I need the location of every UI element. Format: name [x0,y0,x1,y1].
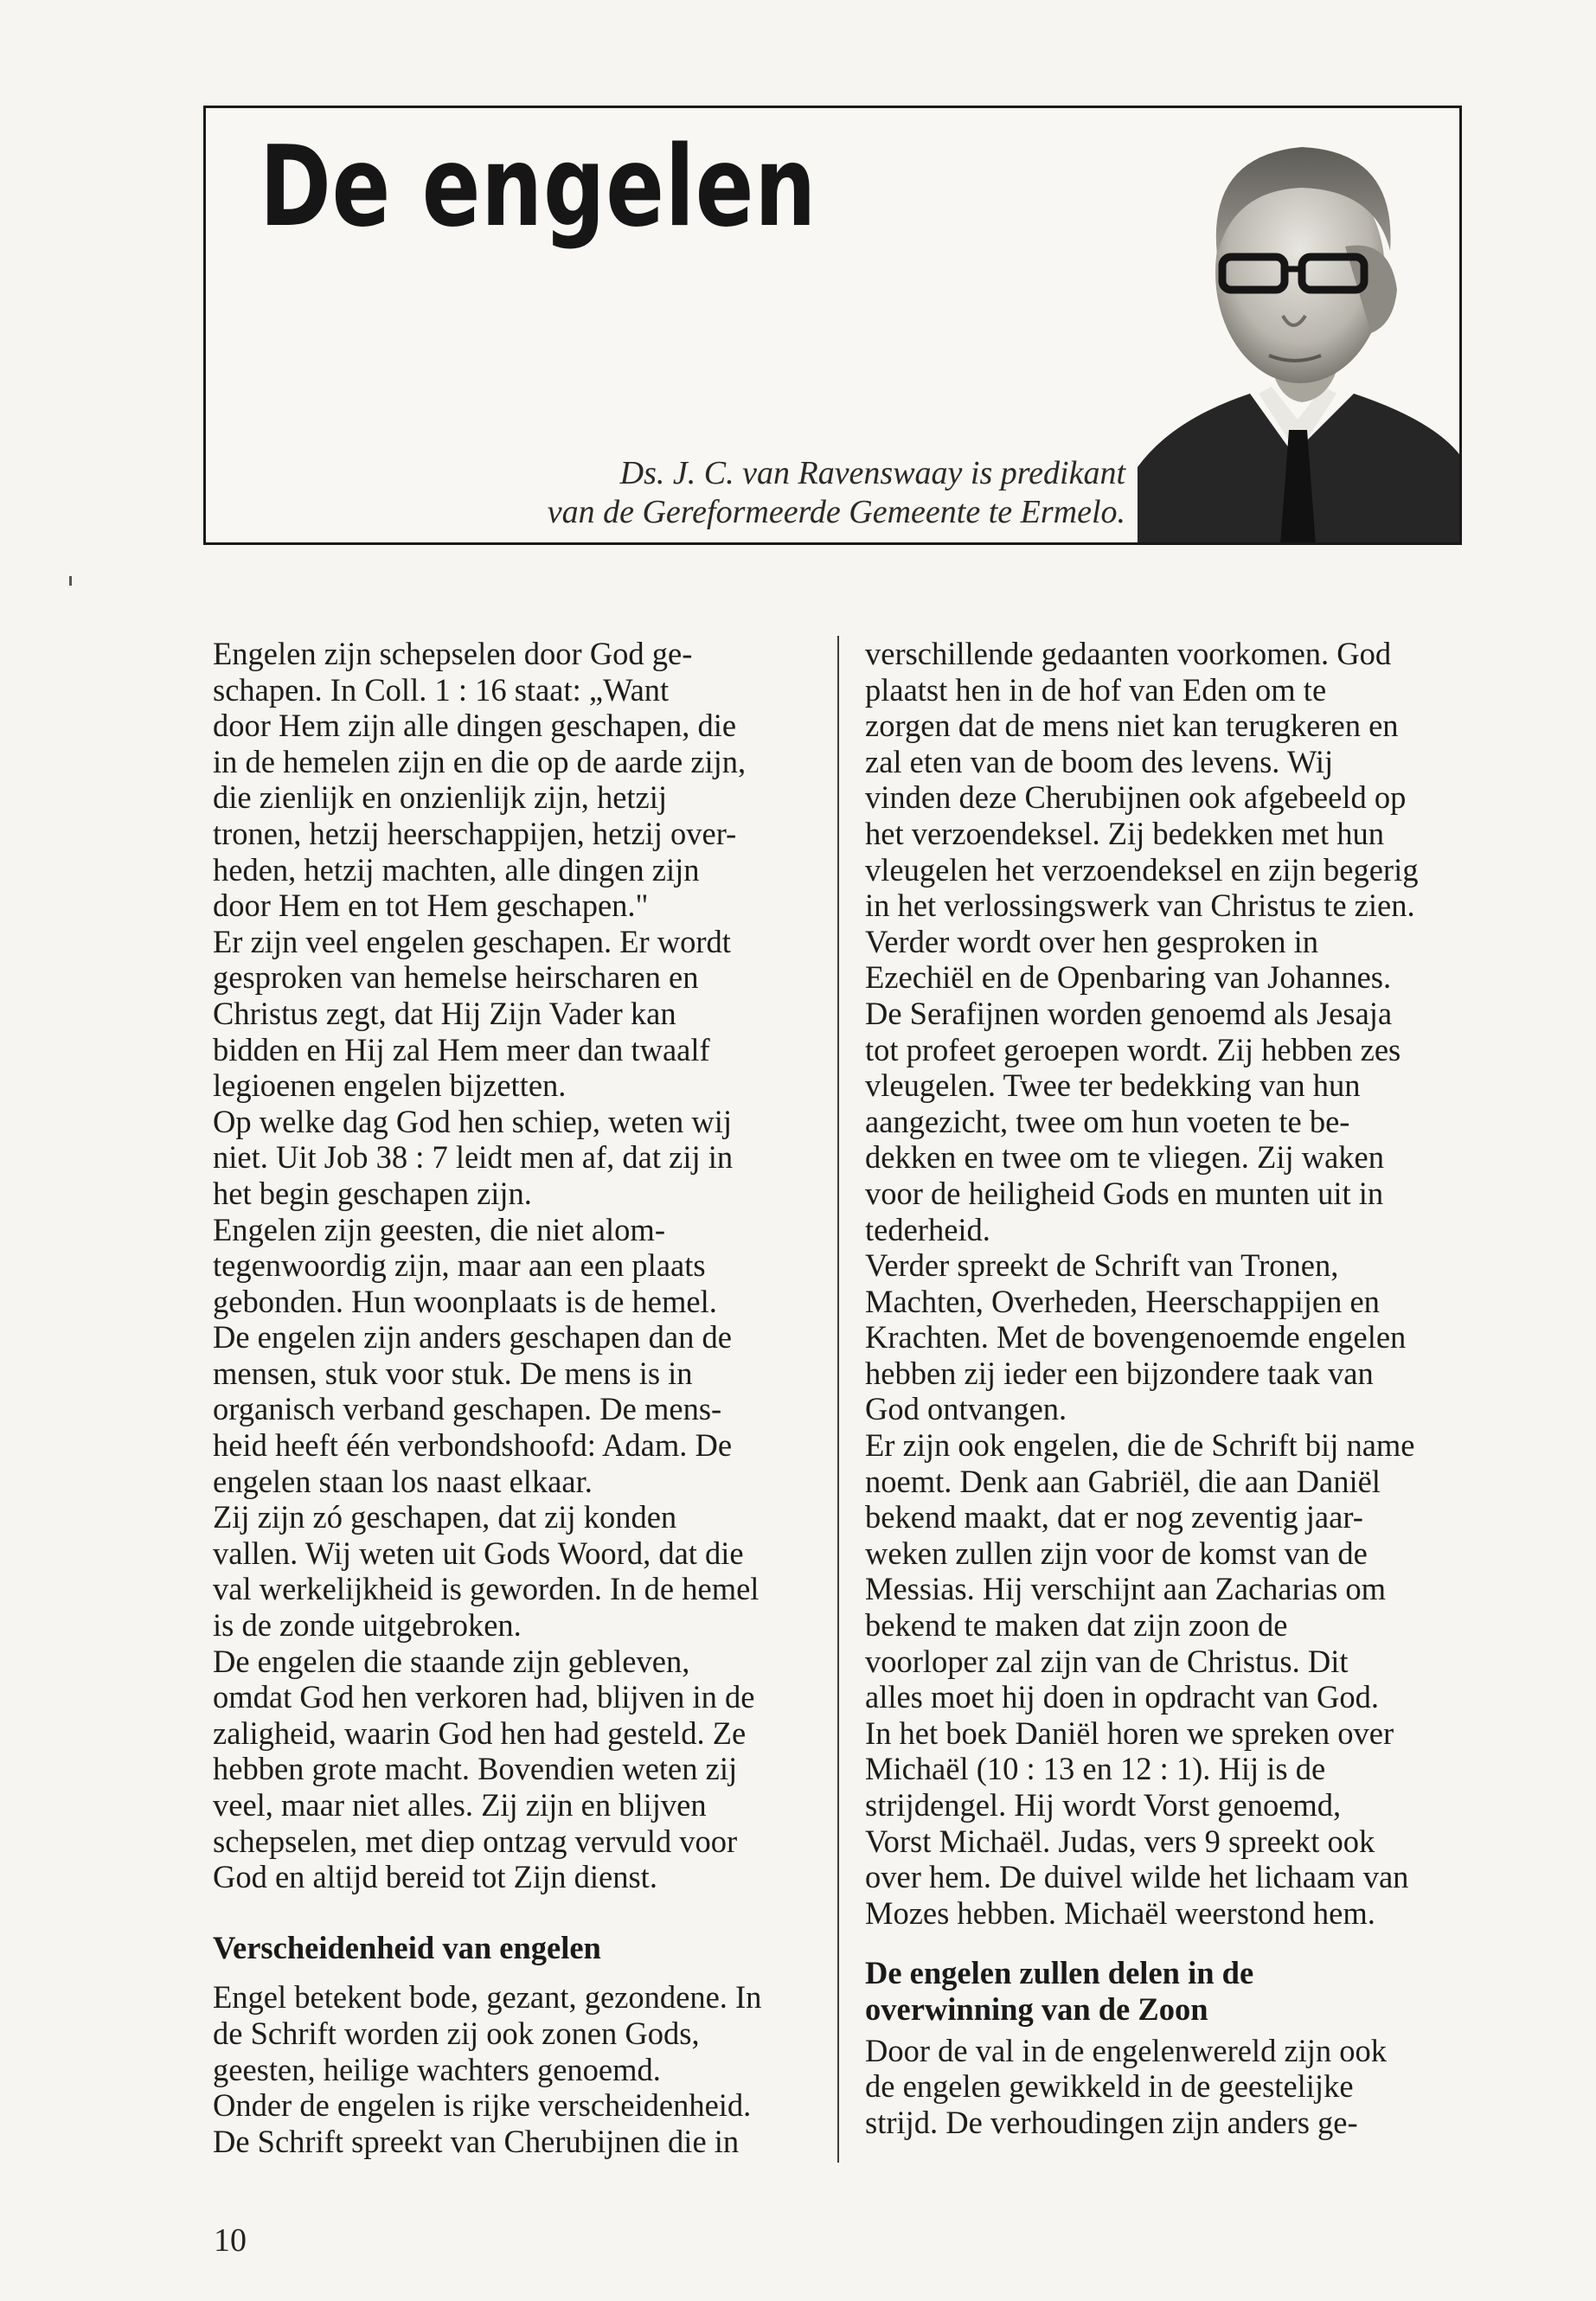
text-line: vleugelen het verzoendeksel en zijn begerig [865,851,1419,888]
text-line: tegenwoordig zijn, maar aan een plaats [213,1247,706,1284]
text-line: die zienlijk en onzienlijk zijn, hetzij [213,779,668,816]
text-line: vleugelen. Twee ter bedekking van hun [865,1067,1361,1104]
text-line: Verder wordt over hen gesproken in [865,923,1319,959]
text-line: De engelen die staande zijn gebleven, [213,1643,690,1679]
text-line: Ezechiël en de Openbaring van Johannes. [865,959,1392,996]
text-line: door Hem en tot Hem geschapen." [213,888,649,924]
right-column [865,636,1488,2140]
scan-mark [69,576,72,586]
text-line: Er zijn veel engelen geschapen. Er wordt [213,923,731,959]
text-line: in de hemelen zijn en die op de aarde zijn, [213,743,747,779]
text-line: God ontvangen. [865,1391,1067,1427]
text-line: heid heeft één verbondshoofd: Adam. De [213,1427,733,1464]
text-line: vallen. Wij weten uit Gods Woord, dat die [213,1535,744,1571]
text-line: engelen staan los naast elkaar. [213,1463,593,1499]
text-line: De Serafijnen worden genoemd als Jesaja [865,995,1393,1031]
text-line: Engelen zijn geesten, die niet alom- [213,1211,665,1247]
text-line: tronen, hetzij heerschappijen, hetzij over- [213,815,737,851]
text-line: hebben grote macht. Bovendien weten zij [213,1751,738,1787]
text-line: Engelen zijn schepselen door God ge- [213,636,693,671]
text-line: Christus zegt, dat Hij Zijn Vader kan [213,995,676,1031]
article-header [203,106,1462,545]
text-line: val werkelijkheid is geworden. In de hemel [213,1571,760,1607]
text-line: mensen, stuk voor stuk. De mens is in [213,1355,693,1391]
text-line: Onder de engelen is rijke verscheidenheid. [213,2087,752,2124]
author-portrait [1138,108,1459,545]
text-line: omdat God hen verkoren had, blijven in de [213,1679,755,1715]
text-line: schepselen, met diep ontzag vervuld voor [213,1823,738,1859]
text-line: Er zijn ook engelen, die de Schrift bij name [865,1427,1415,1464]
text-line: niet. Uit Job 38 : 7 leidt men af, dat zij in [213,1139,734,1176]
text-line: strijdengel. Hij wordt Vorst genoemd, [865,1787,1342,1823]
column-divider [837,636,839,2163]
text-line: legioenen engelen bijzetten. [213,1067,567,1104]
text-line: heden, hetzij machten, alle dingen zijn [213,851,700,888]
text-line: bidden en Hij zal Hem meer dan twaalf [213,1031,710,1067]
text-line: veel, maar niet alles. Zij zijn en blijven [213,1787,707,1823]
byline-line: van de Gereformeerde Gemeente te Ermelo. [547,494,1125,530]
text-line: voorloper zal zijn van de Christus. Dit [865,1643,1349,1679]
page-number: 10 [214,2222,247,2259]
text-line: weken zullen zijn voor de komst van de [865,1535,1368,1571]
text-line: alles moet hij doen in opdracht van God. [865,1679,1379,1715]
text-line: dekken en twee om te vliegen. Zij waken [865,1139,1385,1176]
text-line: bekend maakt, dat er nog zeventig jaar- [865,1499,1363,1535]
text-line: zaligheid, waarin God hen had gesteld. Ze [213,1715,747,1751]
text-line: zorgen dat de mens niet kan terugkeren en [865,708,1399,744]
text-line: De engelen zijn anders geschapen dan de [213,1319,732,1356]
text-line: Door de val in de engelenwereld zijn ook [865,2032,1388,2068]
text-line: organisch verband geschapen. De mens- [213,1391,722,1427]
byline-line: Ds. J. C. van Ravenswaay is predikant [619,455,1125,491]
section-heading: Verscheidenheid van engelen [213,1929,601,1965]
text-line: Messias. Hij verschijnt aan Zacharias om [865,1571,1387,1607]
text-line: het verzoendeksel. Zij bedekken met hun [865,815,1385,851]
text-line: God en altijd bereid tot Zijn dienst. [213,1859,657,1895]
section-heading: De engelen zullen delen in de [865,1955,1254,1991]
text-line: voor de heiligheid Gods en munten uit in [865,1175,1384,1211]
text-line: Zij zijn zó geschapen, dat zij konden [213,1499,677,1535]
text-line: tot profeet geroepen wordt. Zij hebben zes [865,1031,1401,1067]
text-line: zal eten van de boom des levens. Wij [865,743,1334,779]
text-line: In het boek Daniël horen we spreken over [865,1715,1394,1751]
text-line: bekend te maken dat zijn zoon de [865,1607,1288,1644]
text-line: Mozes hebben. Michaël weerstond hem. [865,1894,1375,1931]
text-line: aangezicht, twee om hun voeten te be- [865,1103,1350,1139]
text-line: De Schrift spreekt van Cherubijnen die in [213,2123,740,2159]
text-line: Michaël (10 : 13 en 12 : 1). Hij is de [865,1751,1326,1787]
text-line: strijd. De verhoudingen zijn anders ge- [865,2104,1358,2140]
text-line: Op welke dag God hen schiep, weten wij [213,1103,733,1139]
text-line: door Hem zijn alle dingen geschapen, die [213,708,737,744]
text-line: plaatst hen in de hof van Eden om te [865,671,1327,708]
text-line: noemt. Denk aan Gabriël, die aan Daniël [865,1463,1381,1499]
text-line: de Schrift worden zij ook zonen Gods, [213,2015,700,2051]
text-line: is de zonde uitgebroken. [213,1607,522,1644]
text-line: vinden deze Cherubijnen ook afgebeeld op [865,779,1407,816]
text-line: Vorst Michaël. Judas, vers 9 spreekt ook [865,1823,1375,1859]
text-line: over hem. De duivel wilde het lichaam van [865,1859,1409,1895]
author-byline [548,454,1125,532]
text-line: gesproken van hemelse heirscharen en [213,959,699,996]
text-line: Verder spreekt de Schrift van Tronen, [865,1247,1339,1284]
text-line: de engelen gewikkeld in de geestelijke [865,2068,1354,2105]
text-line: Machten, Overheden, Heerschappijen en [865,1283,1380,1319]
text-line: tederheid. [865,1211,990,1247]
text-line: geesten, heilige wachters genoemd. [213,2051,661,2087]
text-line: hebben zij ieder een bijzondere taak van [865,1355,1374,1391]
text-line: Krachten. Met de bovengenoemde engelen [865,1319,1407,1356]
section-heading: overwinning van de Zoon [865,1990,1208,2027]
article-title: De engelen [260,123,817,252]
text-line: schapen. In Coll. 1 : 16 staat: „Want [213,671,670,708]
text-line: het begin geschapen zijn. [213,1175,532,1211]
text-line: in het verlossingswerk van Christus te zien. [865,888,1415,924]
text-line: verschillende gedaanten voorkomen. God [865,636,1392,671]
text-line: Engel betekent bode, gezant, gezondene. In [213,1979,762,2016]
text-line: gebonden. Hun woonplaats is de hemel. [213,1283,717,1319]
left-column [213,636,836,2159]
